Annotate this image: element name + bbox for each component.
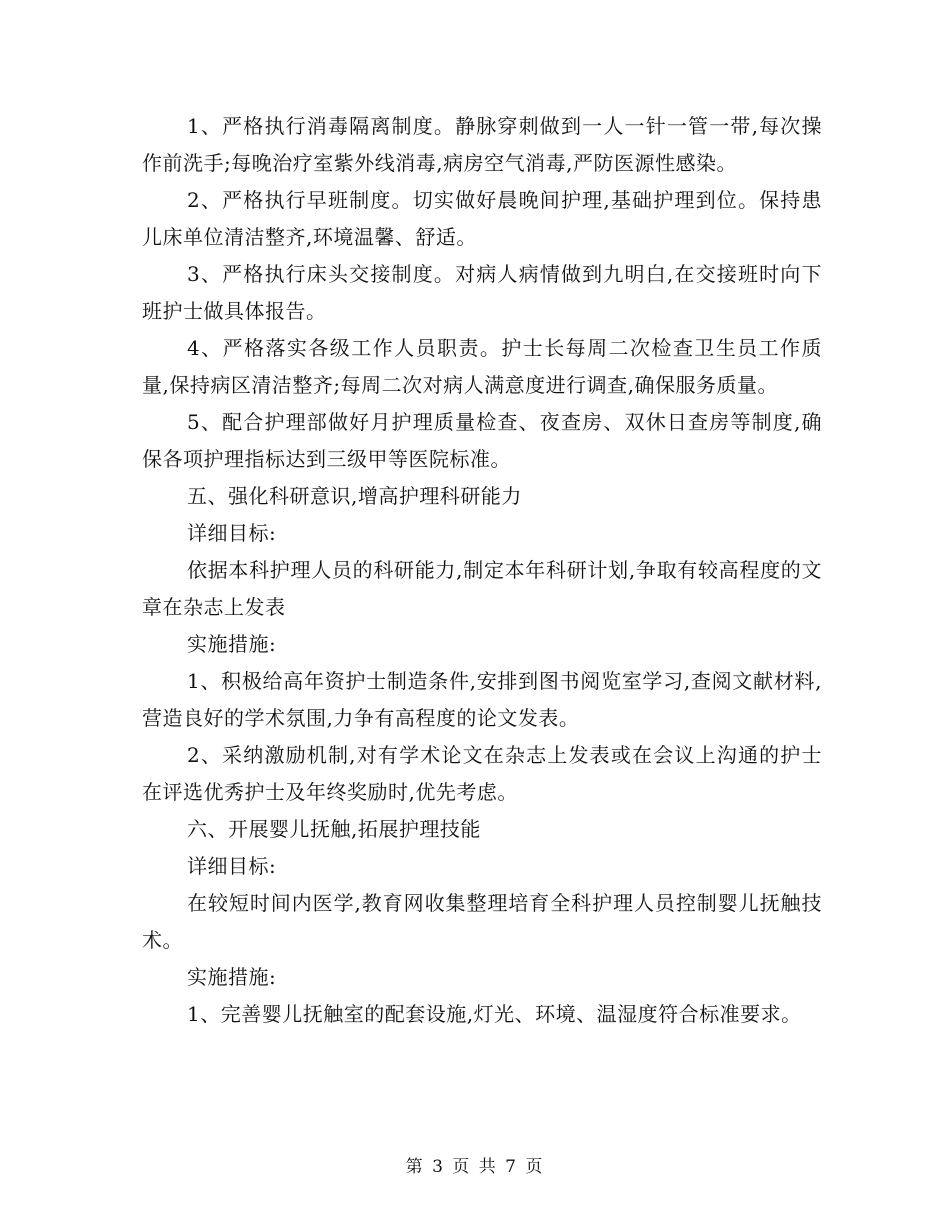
section-heading-5: 五、强化科研意识,增高护理科研能力 <box>187 484 522 508</box>
paragraph-goal-text: 依据本科护理人员的科研能力,制定本年科研计划,争取有较高程度的文章在杂志上发表 <box>142 558 822 619</box>
paragraph-measure-1: 1、积极给高年资护士制造条件,安排到图书阅览室学习,查阅文献材料,营造良好的学术氛围,力争有高程度的论文发表。 <box>142 669 822 730</box>
subheading-goal-2: 详细目标: <box>187 854 277 878</box>
paragraph-item-3: 3、严格执行床头交接制度。对病人病情做到九明白,在交接班时向下班护士做具体报告。 <box>142 262 822 323</box>
section-heading-6: 六、开展婴儿抚触,拓展护理技能 <box>187 817 481 841</box>
paragraph-measure-3: 1、完善婴儿抚触室的配套设施,灯光、环境、温湿度符合标准要求。 <box>187 1002 802 1026</box>
document-body <box>142 108 822 1033</box>
paragraph-item-1: 1、严格执行消毒隔离制度。静脉穿刺做到一人一针一管一带,每次操作前洗手;每晚治疗室紫外线消毒,病房空气消毒,严防医源性感染。 <box>142 114 822 175</box>
subheading-measures-2: 实施措施: <box>187 965 277 989</box>
page-number-footer: 第 3 页 共 7 页 <box>405 1157 545 1177</box>
paragraph-item-4: 4、严格落实各级工作人员职责。护士长每周二次检查卫生员工作质量,保持病区清洁整齐;每周二次对病人满意度进行调查,确保服务质量。 <box>142 336 822 397</box>
paragraph-item-2: 2、严格执行早班制度。切实做好晨晚间护理,基础护理到位。保持患儿床单位清洁整齐,环境温馨、舒适。 <box>142 188 822 249</box>
paragraph-goal-text-2: 在较短时间内医学,教育网收集整理培育全科护理人员控制婴儿抚触技术。 <box>142 891 822 952</box>
subheading-measures: 实施措施: <box>187 632 277 656</box>
paragraph-measure-2: 2、采纳激励机制,对有学术论文在杂志上发表或在会议上沟通的护士在评选优秀护士及年终奖励时,优先考虑。 <box>142 743 822 804</box>
paragraph-item-5: 5、配合护理部做好月护理质量检查、夜查房、双休日查房等制度,确保各项护理指标达到三级甲等医院标准。 <box>142 410 822 471</box>
subheading-goal: 详细目标: <box>187 521 277 545</box>
